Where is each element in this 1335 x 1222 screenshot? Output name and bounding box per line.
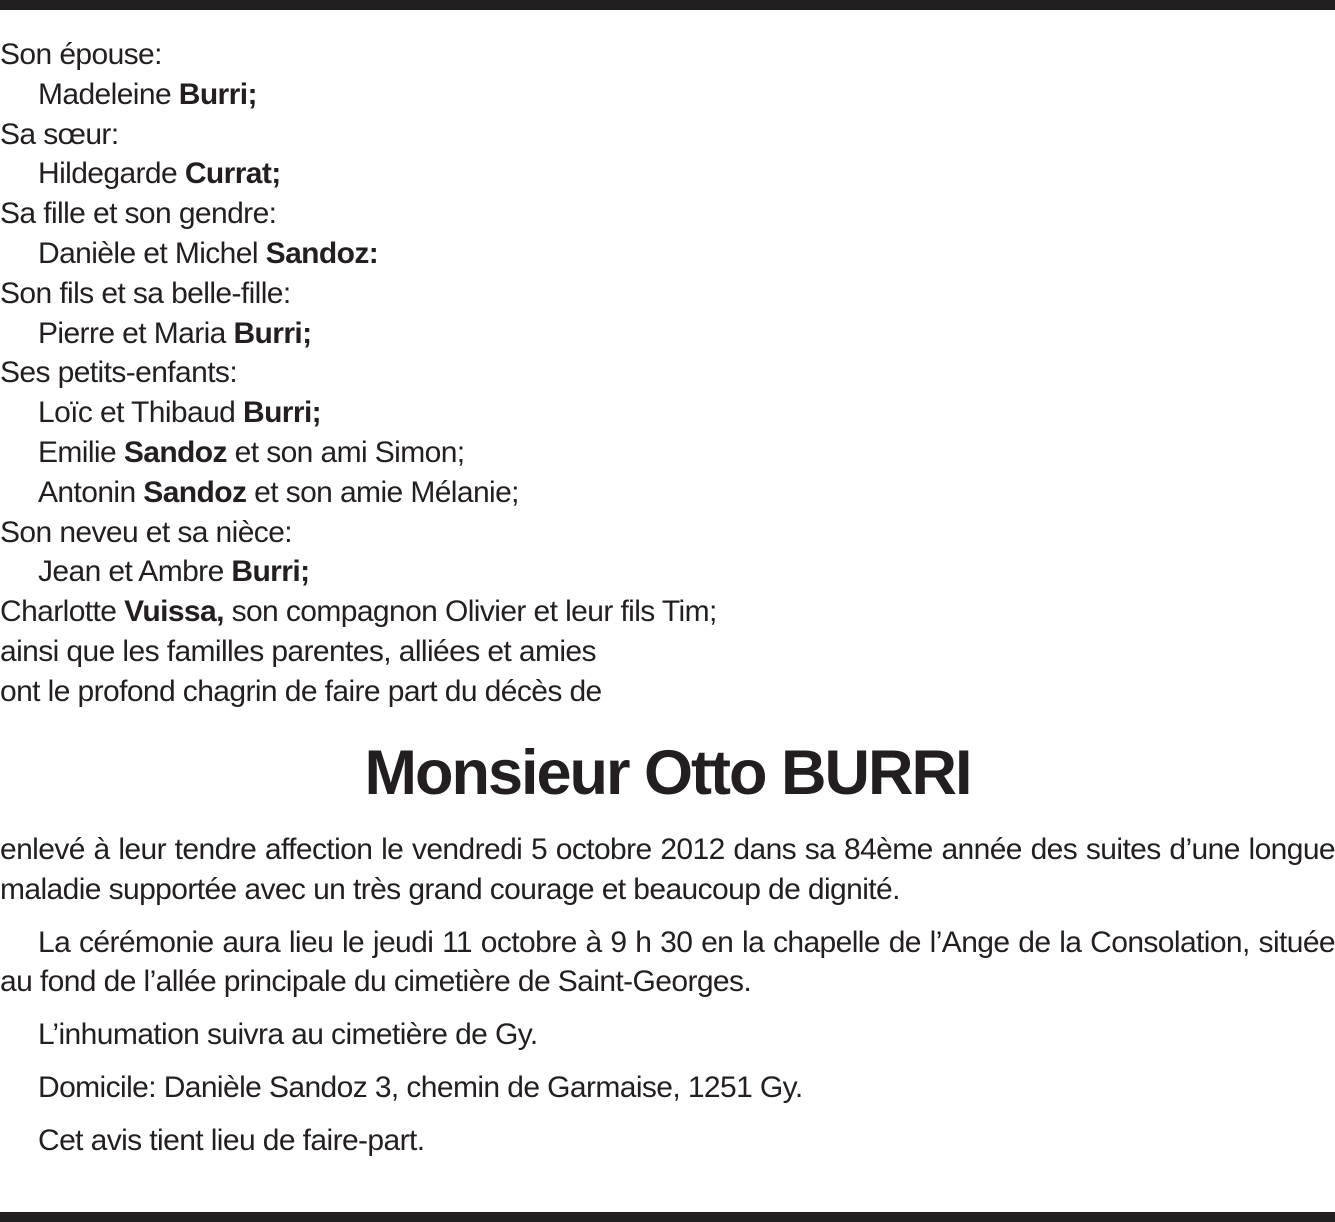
notice-body: [0, 830, 1335, 1161]
family-line: [0, 234, 1335, 274]
family-text: Pierre et Maria: [38, 316, 234, 350]
family-surname: Sandoz: [143, 475, 247, 509]
death-notice-paragraph: enlevé à leur tendre affection le vendredi 5 octobre 2012 dans sa 84ème année des suites d’une longue maladie supportée avec un très grand courage et beaucoup de dignité.: [0, 833, 1335, 906]
family-line: [0, 353, 1335, 393]
family-line: [0, 592, 1335, 632]
notice-paragraph: Cet avis tient lieu de faire-part.: [38, 1123, 425, 1157]
family-surname: Sandoz:: [265, 236, 379, 270]
family-line: [0, 274, 1335, 314]
family-line: [0, 115, 1335, 155]
family-line: [0, 513, 1335, 553]
family-surname: Burri;: [178, 77, 257, 111]
family-line: [0, 473, 1335, 513]
top-rule: [0, 0, 1335, 10]
family-text: ont le profond chagrin de faire part du décès de: [0, 674, 602, 708]
family-surname: Currat;: [184, 157, 281, 191]
bottom-rule: [0, 1212, 1335, 1222]
family-text: et son ami Simon;: [226, 435, 465, 469]
family-line: [0, 314, 1335, 354]
family-line: [0, 433, 1335, 473]
family-text: Antonin: [38, 475, 144, 509]
burial-paragraph: L’inhumation suivra au cimetière de Gy.: [38, 1018, 538, 1052]
family-text: Hildegarde: [38, 157, 185, 191]
family-text: Madeleine: [38, 77, 179, 111]
family-line: [0, 552, 1335, 592]
family-line: [0, 154, 1335, 194]
family-line: [0, 75, 1335, 115]
family-text: Son neveu et sa nièce:: [0, 515, 293, 549]
family-surname: Burri;: [243, 396, 322, 430]
domicile-paragraph: Domicile: Danièle Sandoz 3, chemin de Garmaise, 1251 Gy.: [38, 1070, 803, 1104]
family-surname: Burri;: [231, 555, 310, 589]
family-line: [0, 632, 1335, 672]
family-text: ainsi que les familles parentes, alliées et amies: [0, 634, 596, 668]
family-text: son compagnon Olivier et leur fils Tim;: [223, 595, 717, 629]
family-text: Charlotte: [0, 595, 125, 629]
family-surname: Burri;: [233, 316, 312, 350]
family-surname: Sandoz: [123, 435, 227, 469]
family-list: [0, 35, 1335, 712]
family-text: Loïc et Thibaud: [38, 396, 243, 430]
family-text: Son fils et sa belle-fille:: [0, 276, 291, 310]
family-text: Jean et Ambre: [38, 555, 232, 589]
family-line: [0, 194, 1335, 234]
family-text: Son épouse:: [0, 38, 162, 71]
family-text: Emilie: [38, 435, 124, 469]
family-line: [0, 672, 1335, 712]
deceased-name: Monsieur Otto BURRI: [364, 738, 971, 808]
family-surname: Vuissa,: [124, 595, 224, 629]
family-text: et son amie Mélanie;: [246, 475, 519, 509]
ceremony-paragraph: La cérémonie aura lieu le jeudi 11 octobre à 9 h 30 en la chapelle de l’Ange de la Consolation, située au fond de l’allée principale du cimetière de Saint-Georges.: [0, 925, 1335, 999]
family-text: Ses petits-enfants:: [0, 356, 238, 390]
family-text: Danièle et Michel: [38, 236, 266, 270]
family-text: Sa fille et son gendre:: [0, 197, 277, 231]
family-text: Sa sœur:: [0, 117, 119, 151]
family-line: [0, 35, 1335, 75]
family-line: [0, 393, 1335, 433]
